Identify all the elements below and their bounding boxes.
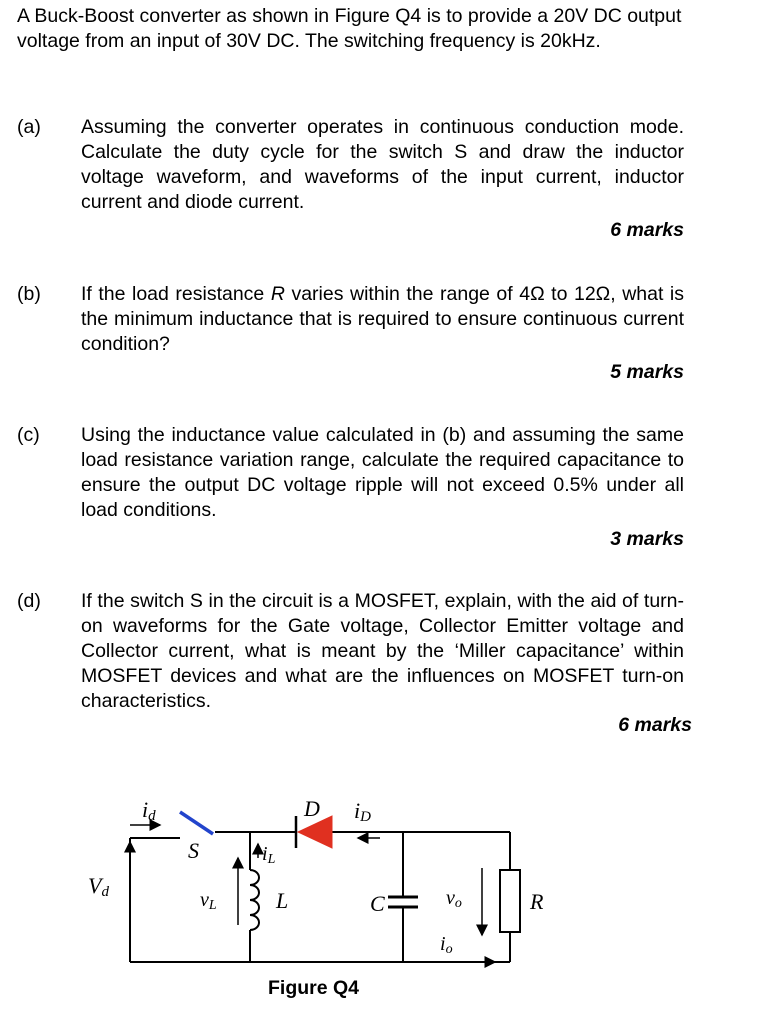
marks-a: 6 marks	[610, 219, 684, 241]
question-text-b-end: varies within the range of 4Ω to 12Ω, what is the minimum inductance that is required to ensure continuous current condition?	[81, 283, 685, 355]
resistor-body	[500, 870, 520, 932]
question-label-d: (d)	[17, 590, 41, 612]
question-label-c: (c)	[17, 424, 40, 446]
question-label-b: (b)	[17, 283, 41, 305]
question-text-d: If the switch S in the circuit is a MOSFET, explain, with the aid of turn-on waveforms for the Gate voltage, Collector Emitter voltage and Collector current, what is meant by the ‘Miller capacitance’ within MOSFET devices and what are the influences on MOSFET turn-on characteristics.	[81, 590, 684, 712]
figure-caption: Figure Q4	[268, 977, 360, 999]
intro-text: A Buck-Boost converter as shown in Figure Q4 is to provide a 20V DC output voltage from an input of 30V DC. The switching frequency is 20kHz.	[17, 5, 682, 52]
label-io: io	[440, 933, 453, 957]
question-label-a: (a)	[17, 116, 41, 138]
label-vo: vo	[446, 887, 462, 911]
marks-b: 5 marks	[610, 361, 684, 383]
switch-blade	[180, 812, 213, 834]
label-id: id	[142, 797, 156, 824]
label-resistor: R	[530, 889, 544, 914]
marks-d: 6 marks	[618, 714, 692, 736]
question-text-c: Using the inductance value calculated in (b) and assuming the same load resistance variation range, calculate the required capacitance to ensure the output DC voltage ripple will not exceed 0.5% under all load conditions.	[81, 424, 684, 521]
label-diode: D	[304, 796, 320, 821]
label-vl: vL	[200, 889, 217, 913]
question-text-b	[81, 282, 684, 357]
circuit-diagram	[80, 790, 550, 975]
label-vd: Vd	[88, 873, 109, 900]
label-switch: S	[188, 838, 199, 863]
label-inductor: L	[276, 888, 289, 913]
label-iD: iD	[354, 798, 371, 825]
question-text-b-var: R	[270, 283, 285, 305]
inductor-coil	[250, 870, 259, 930]
question-text-b-start: If the load resistance	[81, 283, 271, 305]
label-il: iL	[262, 843, 276, 867]
question-text-a: Assuming the converter operates in continuous conduction mode. Calculate the duty cycle for the switch S and draw the inductor voltage waveform, and waveforms of the input current, inductor current and diode current.	[81, 116, 684, 213]
marks-c: 3 marks	[610, 528, 684, 550]
label-capacitor: C	[370, 891, 385, 916]
